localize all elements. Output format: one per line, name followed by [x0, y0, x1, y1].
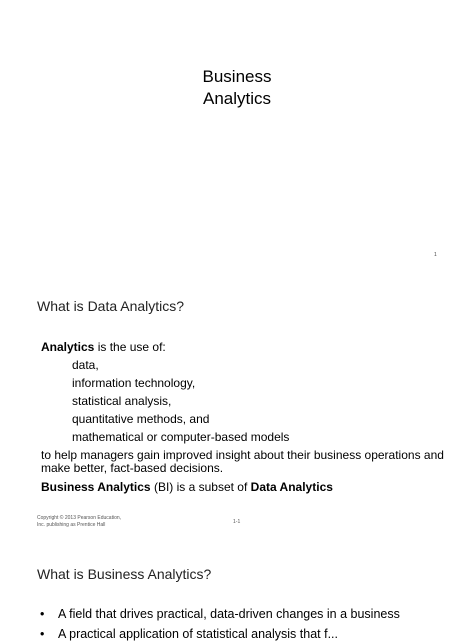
title-line-2: Analytics: [202, 89, 272, 108]
bullet-text: A field that drives practical, data-driven changes in a business: [58, 607, 400, 621]
bullet-item: [40, 624, 400, 644]
intro-rest: is the use of:: [94, 340, 166, 354]
bullet-list: [40, 604, 400, 644]
slide-title: [0, 0, 474, 272]
list-item: statistical analysis,: [72, 394, 172, 408]
copyright-line-1: Copyright © 2013 Pearson Education,: [37, 515, 122, 521]
slide-heading: What is Business Analytics?: [37, 566, 212, 582]
copyright-footer: [37, 515, 121, 529]
list-item: mathematical or computer-based models: [72, 430, 290, 444]
subset-line: [41, 478, 461, 496]
slide-heading: What is Data Analytics?: [37, 298, 185, 314]
intro-bold: Analytics: [41, 340, 95, 354]
copyright-line-2: Inc. publishing as Prentice Hall: [37, 522, 106, 528]
purpose-text: to help managers gain improved insight about their business operations and make better, fact-based decisions.: [41, 448, 444, 475]
list-item: quantitative methods, and: [72, 412, 210, 426]
bullet-icon: •: [40, 627, 45, 641]
list-item: data,: [72, 358, 99, 372]
list-item: information technology,: [72, 376, 196, 390]
slide-title-text: [0, 66, 474, 110]
subset-bold-1: Business Analytics: [41, 480, 151, 494]
intro-line: [41, 338, 461, 356]
bullet-icon: •: [40, 607, 45, 621]
slide-data-analytics: [0, 272, 474, 544]
subset-bold-2: Data Analytics: [250, 480, 333, 494]
slide-number: 1-1: [233, 519, 241, 525]
title-line-1: Business: [202, 67, 272, 86]
slide-business-analytics: [0, 544, 474, 641]
slide-body: [41, 338, 461, 496]
slide-number: 1: [434, 252, 437, 258]
bullet-item: [40, 604, 400, 624]
subset-mid: (BI) is a subset of: [150, 480, 251, 494]
bullet-text: A practical application of statistical analysis that f...: [58, 627, 338, 641]
